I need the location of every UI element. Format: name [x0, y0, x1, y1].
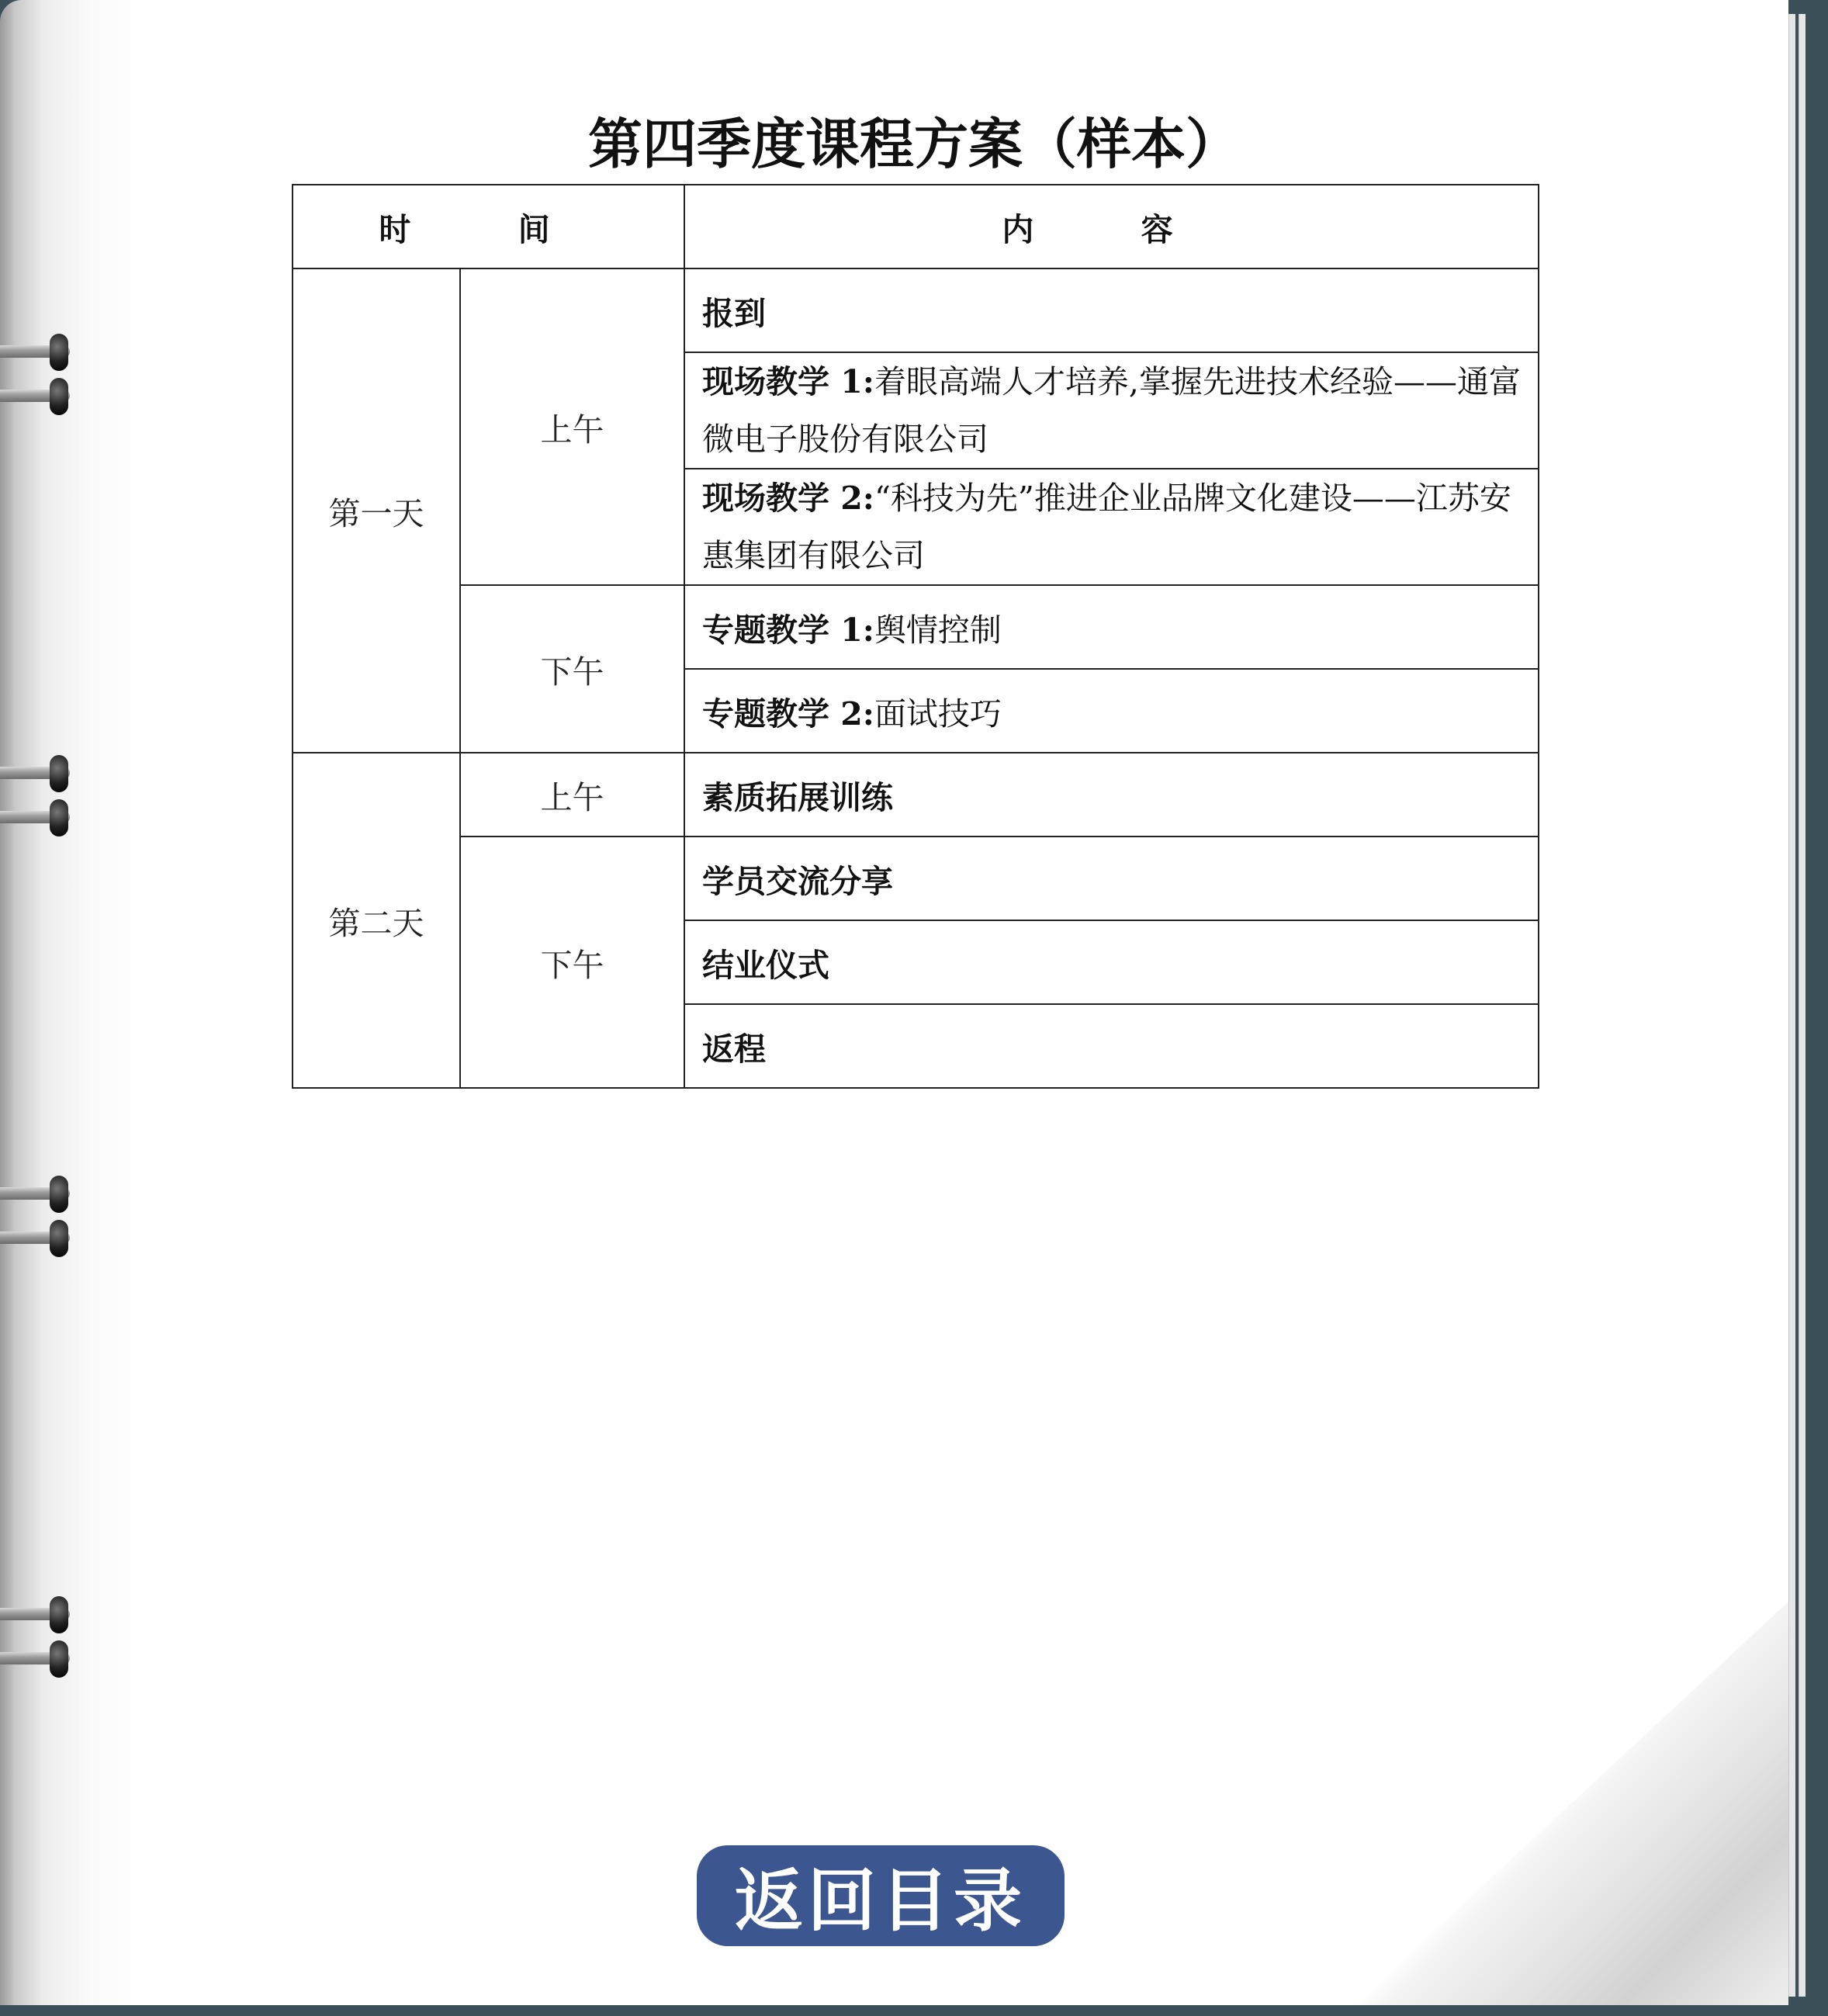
table-row — [293, 585, 1539, 669]
content-cell — [684, 669, 1539, 753]
page-edge — [1788, 14, 1795, 1997]
binder-hole — [50, 1220, 68, 1257]
content-cell — [684, 585, 1539, 669]
content-cell — [684, 268, 1539, 352]
content-label: 现场教学 2: — [702, 480, 874, 517]
content-cell — [684, 920, 1539, 1004]
content-text: 面试技巧 — [874, 695, 1002, 733]
table-row — [293, 837, 1539, 920]
content-label: 报到 — [702, 294, 766, 332]
content-label: 专题教学 1: — [702, 611, 874, 649]
content-label: 素质拓展训练 — [702, 778, 893, 816]
content-cell — [684, 1004, 1539, 1088]
course-schedule-table — [292, 184, 1539, 1089]
content-cell — [684, 837, 1539, 920]
table-row — [293, 753, 1539, 837]
table-header-row — [293, 185, 1539, 268]
binder-hole — [50, 1596, 68, 1633]
binder-hole — [50, 1640, 68, 1678]
binder-hole — [50, 378, 68, 415]
page-curl — [1354, 1602, 1788, 2005]
content-text: “科技为先”推进企业品牌文化建设——江苏安惠集团有限公司 — [702, 480, 1511, 574]
back-to-contents-button[interactable]: 返回目录 — [697, 1845, 1065, 1946]
content-label: 现场教学 1: — [702, 363, 874, 400]
content-cell — [684, 352, 1539, 469]
day-label: 第二天 — [293, 753, 460, 1088]
content-label: 学员交流分享 — [702, 862, 893, 900]
page-title: 第四季度课程方案（样本） — [588, 112, 1240, 176]
content-text: 舆情控制 — [874, 611, 1002, 649]
content-label: 返程 — [702, 1030, 766, 1068]
content-label: 结业仪式 — [702, 946, 829, 984]
binder-hole — [50, 755, 68, 792]
binder-hole — [50, 799, 68, 837]
page-edge — [1799, 14, 1805, 1997]
content-label: 专题教学 2: — [702, 695, 874, 733]
time-slot: 下午 — [460, 585, 684, 753]
header-content: 内 容 — [684, 185, 1539, 268]
content-text: 着眼高端人才培养,掌握先进技术经验——通富微电子股份有限公司 — [702, 363, 1521, 458]
content-cell — [684, 753, 1539, 837]
header-time: 时 间 — [293, 185, 684, 268]
binder-hole — [50, 334, 68, 371]
day-label: 第一天 — [293, 268, 460, 753]
time-slot: 下午 — [460, 837, 684, 1088]
table-row — [293, 268, 1539, 352]
content-cell — [684, 469, 1539, 585]
time-slot: 上午 — [460, 753, 684, 837]
binder-hole — [50, 1176, 68, 1213]
time-slot: 上午 — [460, 268, 684, 585]
